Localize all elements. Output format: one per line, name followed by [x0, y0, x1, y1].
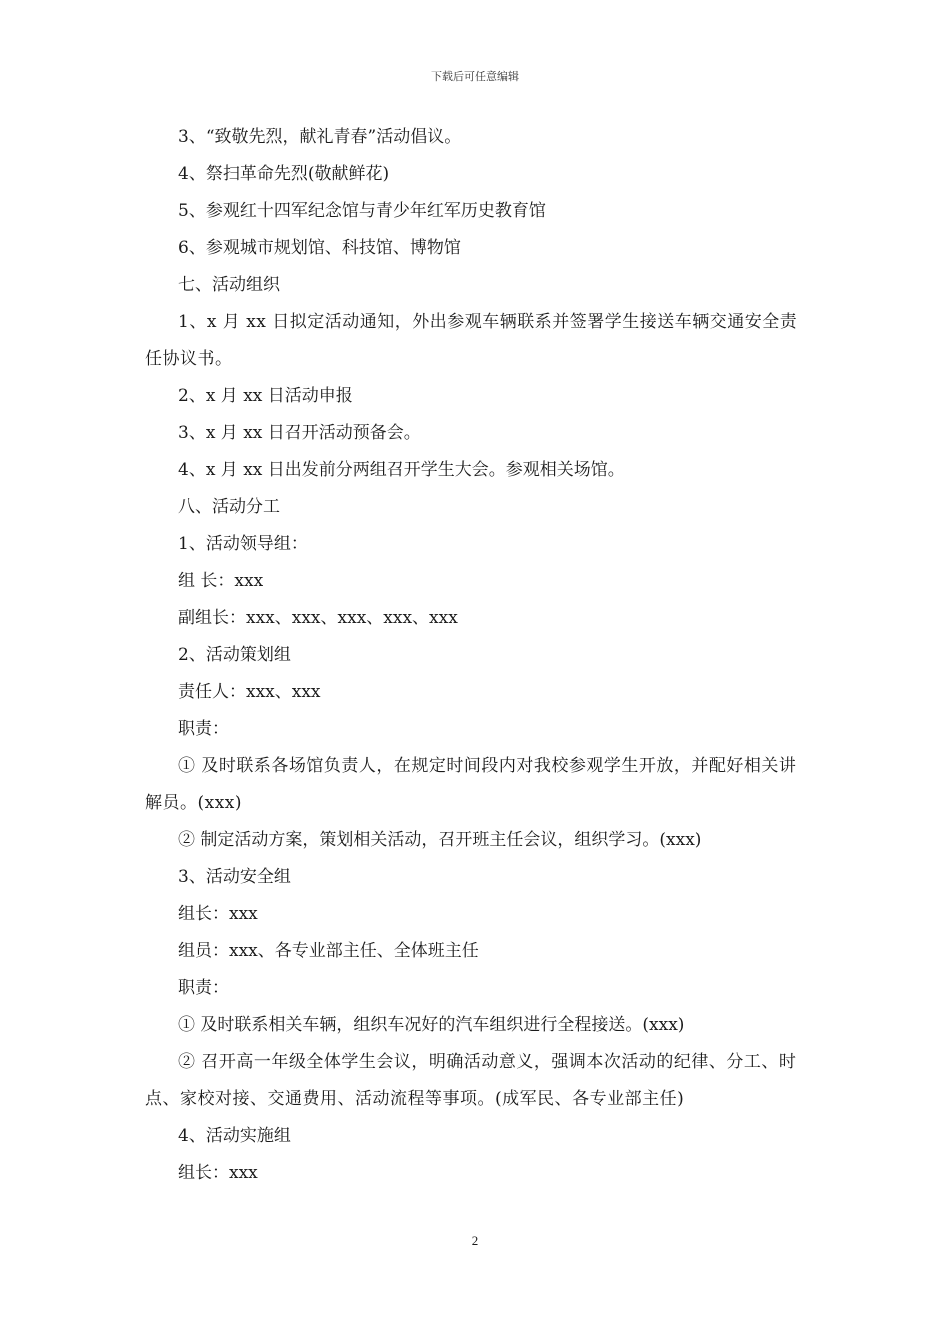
- paragraph: 副组长：xxx、xxx、xxx、xxx、xxx: [178, 608, 458, 628]
- paragraph: 组长：xxx: [178, 904, 258, 924]
- paragraph: 1、x 月 xx 日拟定活动通知，外出参观车辆联系并签署学生接送车辆交通安全责任协议书。: [145, 312, 798, 369]
- paragraph: ① 及时联系各场馆负责人，在规定时间段内对我校参观学生开放，并配好相关讲解员。(xxx): [145, 756, 797, 813]
- paragraph: 4、祭扫革命先烈(敬献鲜花): [178, 164, 390, 184]
- paragraph: 5、参观红十四军纪念馆与青少年红军历史教育馆: [178, 201, 546, 221]
- paragraph: 2、活动策划组: [178, 645, 291, 665]
- paragraph: 3、“致敬先烈，献礼青春”活动倡议。: [178, 127, 462, 147]
- paragraph: 2、x 月 xx 日活动申报: [178, 386, 353, 406]
- paragraph: ② 制定活动方案，策划相关活动，召开班主任会议，组织学习。(xxx): [178, 830, 702, 850]
- paragraph: 组 长：xxx: [178, 571, 264, 591]
- document-body: [145, 119, 810, 1192]
- page-number: 2: [471, 1233, 479, 1248]
- paragraph: 6、参观城市规划馆、科技馆、博物馆: [178, 238, 461, 258]
- paragraph: 责任人：xxx、xxx: [178, 682, 321, 702]
- paragraph: 1、活动领导组：: [178, 534, 308, 554]
- paragraph: 职责：: [178, 719, 229, 739]
- paragraph: 七、活动组织: [178, 275, 280, 295]
- paragraph: 4、活动实施组: [178, 1126, 291, 1146]
- paragraph: 组长：xxx: [178, 1163, 258, 1183]
- paragraph: 职责：: [178, 978, 229, 998]
- page-header: 下载后可任意编辑: [431, 70, 519, 83]
- paragraph: 八、活动分工: [178, 497, 280, 517]
- paragraph: ② 召开高一年级全体学生会议，明确活动意义，强调本次活动的纪律、分工、时点、家校对接、交通费用、活动流程等事项。(成军民、各专业部主任): [145, 1052, 797, 1109]
- paragraph: 3、活动安全组: [178, 867, 291, 887]
- paragraph: ① 及时联系相关车辆，组织车况好的汽车组织进行全程接送。(xxx): [178, 1015, 685, 1035]
- paragraph: 3、x 月 xx 日召开活动预备会。: [178, 423, 421, 443]
- paragraph: 组员：xxx、各专业部主任、全体班主任: [178, 941, 479, 961]
- paragraph: 4、x 月 xx 日出发前分两组召开学生大会。参观相关场馆。: [178, 460, 625, 480]
